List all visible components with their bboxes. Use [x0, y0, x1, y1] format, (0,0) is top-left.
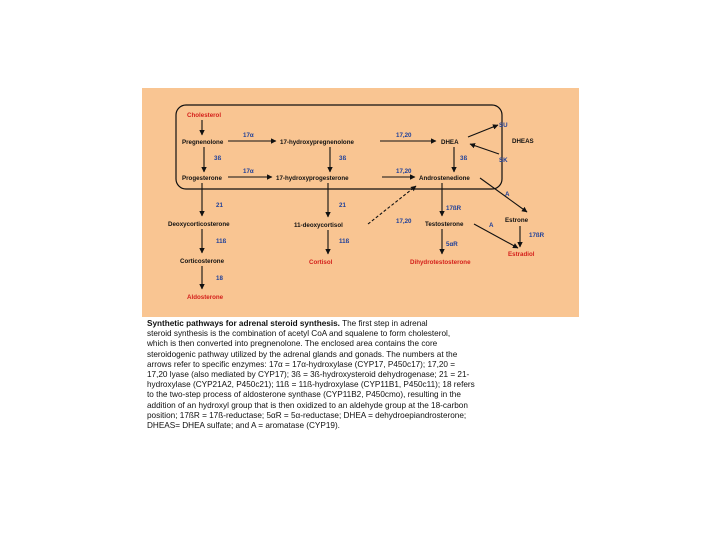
caption-line: addition of an hydroxyl group that is then oxidized to an aldehyde group at the 18-carbon [147, 400, 468, 410]
enzyme-1720-mid: 17,20 [396, 168, 412, 175]
caption-line: steroidogenic pathway utilized by the adrenal glands and gonads. The numbers at the [147, 349, 458, 359]
enzyme-su: SU [499, 122, 508, 129]
node-dihydrotestosterone: Dihydrotestosterone [410, 259, 471, 266]
enzyme-11b-mid: 11ß [339, 238, 350, 245]
arrow-androstenedione-estrone [480, 178, 527, 212]
node-estradiol: Estradiol [508, 251, 535, 258]
enzyme-17a-mid: 17α [243, 168, 254, 175]
enzyme-17br-right: 17ßR [529, 232, 545, 239]
enzyme-3b-mid: 3ß [339, 155, 347, 162]
node-cholesterol: Cholesterol [187, 112, 222, 119]
node-17-hydroxypregnenolone: 17-hydroxypregnenolone [280, 139, 354, 146]
enzyme-3b-right: 3ß [460, 155, 468, 162]
pathway-svg [142, 88, 579, 317]
node-cortisol: Cortisol [309, 259, 333, 266]
node-corticosterone: Corticosterone [180, 258, 225, 265]
steroid-pathway-diagram [142, 88, 579, 317]
node-aldosterone: Aldosterone [187, 294, 224, 301]
node-progesterone: Progesterone [182, 175, 222, 182]
caption-line: The first step in adrenal [342, 319, 428, 328]
node-androstenedione: Androstenedione [419, 175, 470, 182]
node-deoxycorticosterone: Deoxycorticosterone [168, 221, 230, 228]
node-estrone: Estrone [505, 217, 529, 224]
enzyme-3b-left: 3ß [214, 155, 222, 162]
enzyme-1720-low: 17,20 [396, 218, 412, 225]
enzyme-sk: SK [499, 157, 508, 164]
enzyme-21-mid: 21 [339, 202, 346, 209]
caption-title: Synthetic pathways for adrenal steroid synthesis. [147, 319, 340, 328]
enzyme-17br: 17ßR [446, 205, 462, 212]
caption-line: to the two-step process of aldosterone synthase (CYP11B2, P450cmo), resulting in the [147, 390, 461, 400]
caption-line: position; 17ßR = 17ß-reductase; 5αR = 5α-reductase; DHEA = dehydroepiandrosterone; [147, 410, 467, 420]
enzyme-aromatase-upper: A [505, 191, 510, 198]
node-dheas: DHEAS [512, 138, 534, 145]
caption-line: DHEAS= DHEA sulfate; and A = aromatase (CYP19). [147, 421, 340, 431]
enzyme-11b-left: 11ß [216, 238, 227, 245]
node-pregnenolone: Pregnenolone [182, 139, 224, 146]
node-11-deoxycortisol: 11-deoxycortisol [294, 222, 343, 229]
caption-line: 17,20 lyase (also mediated by CYP17); 3ß = 3ß-hydroxysteroid dehydrogenase; 21 = 21- [147, 370, 470, 380]
caption-line: arrows refer to specific enzymes: 17α = 17α-hydroxylase (CYP17, P450c17); 17,20 = [147, 359, 456, 369]
arrow-dhea-dheas [468, 125, 498, 137]
node-testosterone: Testosterone [425, 221, 464, 228]
caption-line: steroid synthesis is the combination of acetyl CoA and squalene to form cholesterol, [147, 329, 451, 339]
arrow-dheas-dhea [470, 144, 499, 154]
caption-line: which is then converted into pregnenolone. The enclosed area contains the core [147, 339, 438, 349]
enzyme-18: 18 [216, 275, 223, 282]
enzyme-21-left: 21 [216, 202, 223, 209]
node-dhea: DHEA [441, 139, 459, 146]
enzyme-aromatase-lower: A [489, 222, 494, 229]
arrow-testosterone-estradiol [474, 224, 518, 248]
enzyme-1720-top: 17,20 [396, 132, 412, 139]
caption-line: hydroxylase (CYP21A2, P450c21); 11ß = 11ß-hydroxylase (CYP11B1, P450c11); 18 refers [147, 380, 475, 390]
enzyme-17a-top: 17α [243, 132, 254, 139]
node-17-hydroxyprogesterone: 17-hydroxyprogesterone [276, 175, 349, 182]
enzyme-5ar: 5αR [446, 241, 458, 248]
figure-caption [142, 317, 579, 457]
caption-text [147, 319, 575, 431]
